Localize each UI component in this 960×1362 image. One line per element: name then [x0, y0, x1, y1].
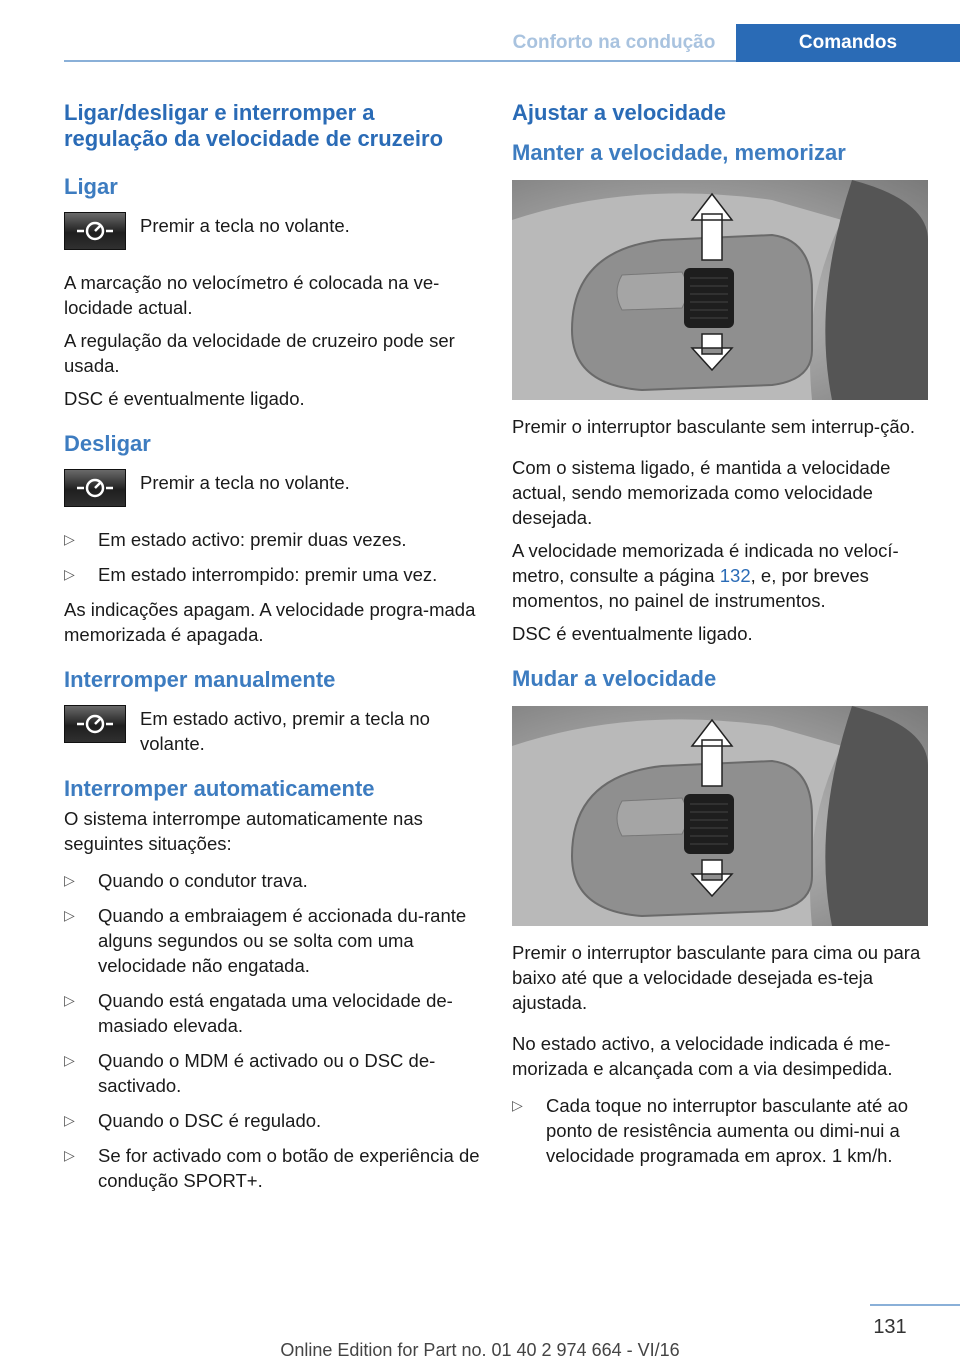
- paragraph: DSC é eventualmente ligado.: [512, 623, 753, 644]
- triangle-bullet-icon: ▷: [64, 907, 75, 923]
- paragraph: DSC é eventualmente ligado.: [64, 388, 305, 409]
- key-row-ligar: [64, 210, 480, 250]
- steering-wheel-rocker-switch-image: [512, 706, 928, 926]
- triangle-bullet-icon: ▷: [64, 872, 75, 888]
- cruise-control-key-icon: [64, 705, 126, 743]
- paragraph: Premir o interruptor basculante para cima ou para baixo até que a velocidade desejada es-teja ajustada.: [512, 942, 921, 1013]
- bullet-list-mudar: [512, 1093, 928, 1168]
- footer-edition-text: Online Edition for Part no. 01 40 2 974 664 - VI/16: [280, 1340, 680, 1360]
- list-item: ▷ Em estado activo: premir duas vezes.: [64, 529, 407, 550]
- list-item: ▷ Quando o DSC é regulado.: [64, 1110, 322, 1131]
- triangle-bullet-icon: ▷: [64, 992, 75, 1008]
- right-column: [512, 100, 928, 1178]
- list-item: ▷ Cada toque no interruptor basculante até ao ponto de resistência aumenta ou dimi-nui a velocidade programada em aprox. 1 km/h.: [512, 1095, 909, 1166]
- list-item: ▷ Quando o MDM é activado ou o DSC de-sactivado.: [64, 1050, 436, 1096]
- page-number: 131: [873, 1316, 907, 1338]
- triangle-bullet-icon: ▷: [64, 1112, 75, 1128]
- heading-interromper-manual: Interromper manualmente: [64, 667, 336, 692]
- paragraph: No estado activo, a velocidade indicada é me-morizada e alcançada com a via desimpedida.: [512, 1033, 893, 1079]
- left-column: [64, 100, 480, 1203]
- header-chapter-tab[interactable]: Comandos: [736, 24, 960, 62]
- list-item: ▷ Quando está engatada uma velocidade de-masiado elevada.: [64, 990, 453, 1036]
- key-text-manual: Em estado activo, premir a tecla no volante.: [140, 708, 430, 754]
- triangle-bullet-icon: ▷: [64, 1147, 75, 1163]
- paragraph: A marcação no velocímetro é colocada na ve-locidade actual.: [64, 272, 440, 318]
- section-title-left: Ligar/desligar e interromper a regulação da velocidade de cruzeiro: [64, 100, 444, 151]
- list-item: ▷ Quando a embraiagem é accionada du-rante alguns segundos ou se solta com uma velocidade não engatada.: [64, 905, 467, 976]
- paragraph: Premir o interruptor basculante sem interrup-ção.: [512, 416, 916, 437]
- cruise-control-key-icon: [64, 212, 126, 250]
- heading-desligar: Desligar: [64, 431, 151, 456]
- triangle-bullet-icon: ▷: [64, 566, 75, 582]
- key-text-desligar: Premir a tecla no volante.: [140, 472, 350, 493]
- footer-rule: [870, 1304, 960, 1306]
- heading-mudar: Mudar a velocidade: [512, 666, 717, 691]
- paragraph-with-link: A velocidade memorizada é indicada no velocí-metro, consulte a página 132, e, por breves momentos, no painel de instrumentos.: [512, 540, 899, 611]
- heading-ligar: Ligar: [64, 174, 118, 199]
- paragraph: Com o sistema ligado, é mantida a velocidade actual, sendo memorizada como velocidade desejada.: [512, 457, 891, 528]
- key-text-ligar: Premir a tecla no volante.: [140, 215, 350, 236]
- list-item: ▷ Quando o condutor trava.: [64, 870, 308, 891]
- section-title-right: Ajustar a velocidade: [512, 100, 726, 125]
- list-item: ▷ Em estado interrompido: premir uma vez.: [64, 564, 438, 585]
- cruise-control-key-icon: [64, 469, 126, 507]
- paragraph: A regulação da velocidade de cruzeiro pode ser usada.: [64, 330, 455, 376]
- bullet-list-auto: [64, 868, 480, 1193]
- bullet-list-desligar: [64, 527, 480, 587]
- list-item: ▷ Se for activado com o botão de experiência de condução SPORT+.: [64, 1145, 480, 1191]
- header-section-tab[interactable]: Conforto na condução: [512, 32, 716, 53]
- steering-wheel-rocker-switch-image: [512, 180, 928, 400]
- key-row-manual: [64, 703, 480, 756]
- page-reference-link[interactable]: 132: [719, 565, 751, 586]
- triangle-bullet-icon: ▷: [512, 1097, 523, 1113]
- triangle-bullet-icon: ▷: [64, 1052, 75, 1068]
- paragraph: O sistema interrompe automaticamente nas seguintes situações:: [64, 808, 423, 854]
- heading-manter: Manter a velocidade, memorizar: [512, 140, 846, 165]
- paragraph: As indicações apagam. A velocidade progra-mada memorizada é apagada.: [64, 599, 476, 645]
- heading-interromper-auto: Interromper automaticamente: [64, 776, 375, 801]
- triangle-bullet-icon: ▷: [64, 531, 75, 547]
- key-row-desligar: [64, 467, 480, 507]
